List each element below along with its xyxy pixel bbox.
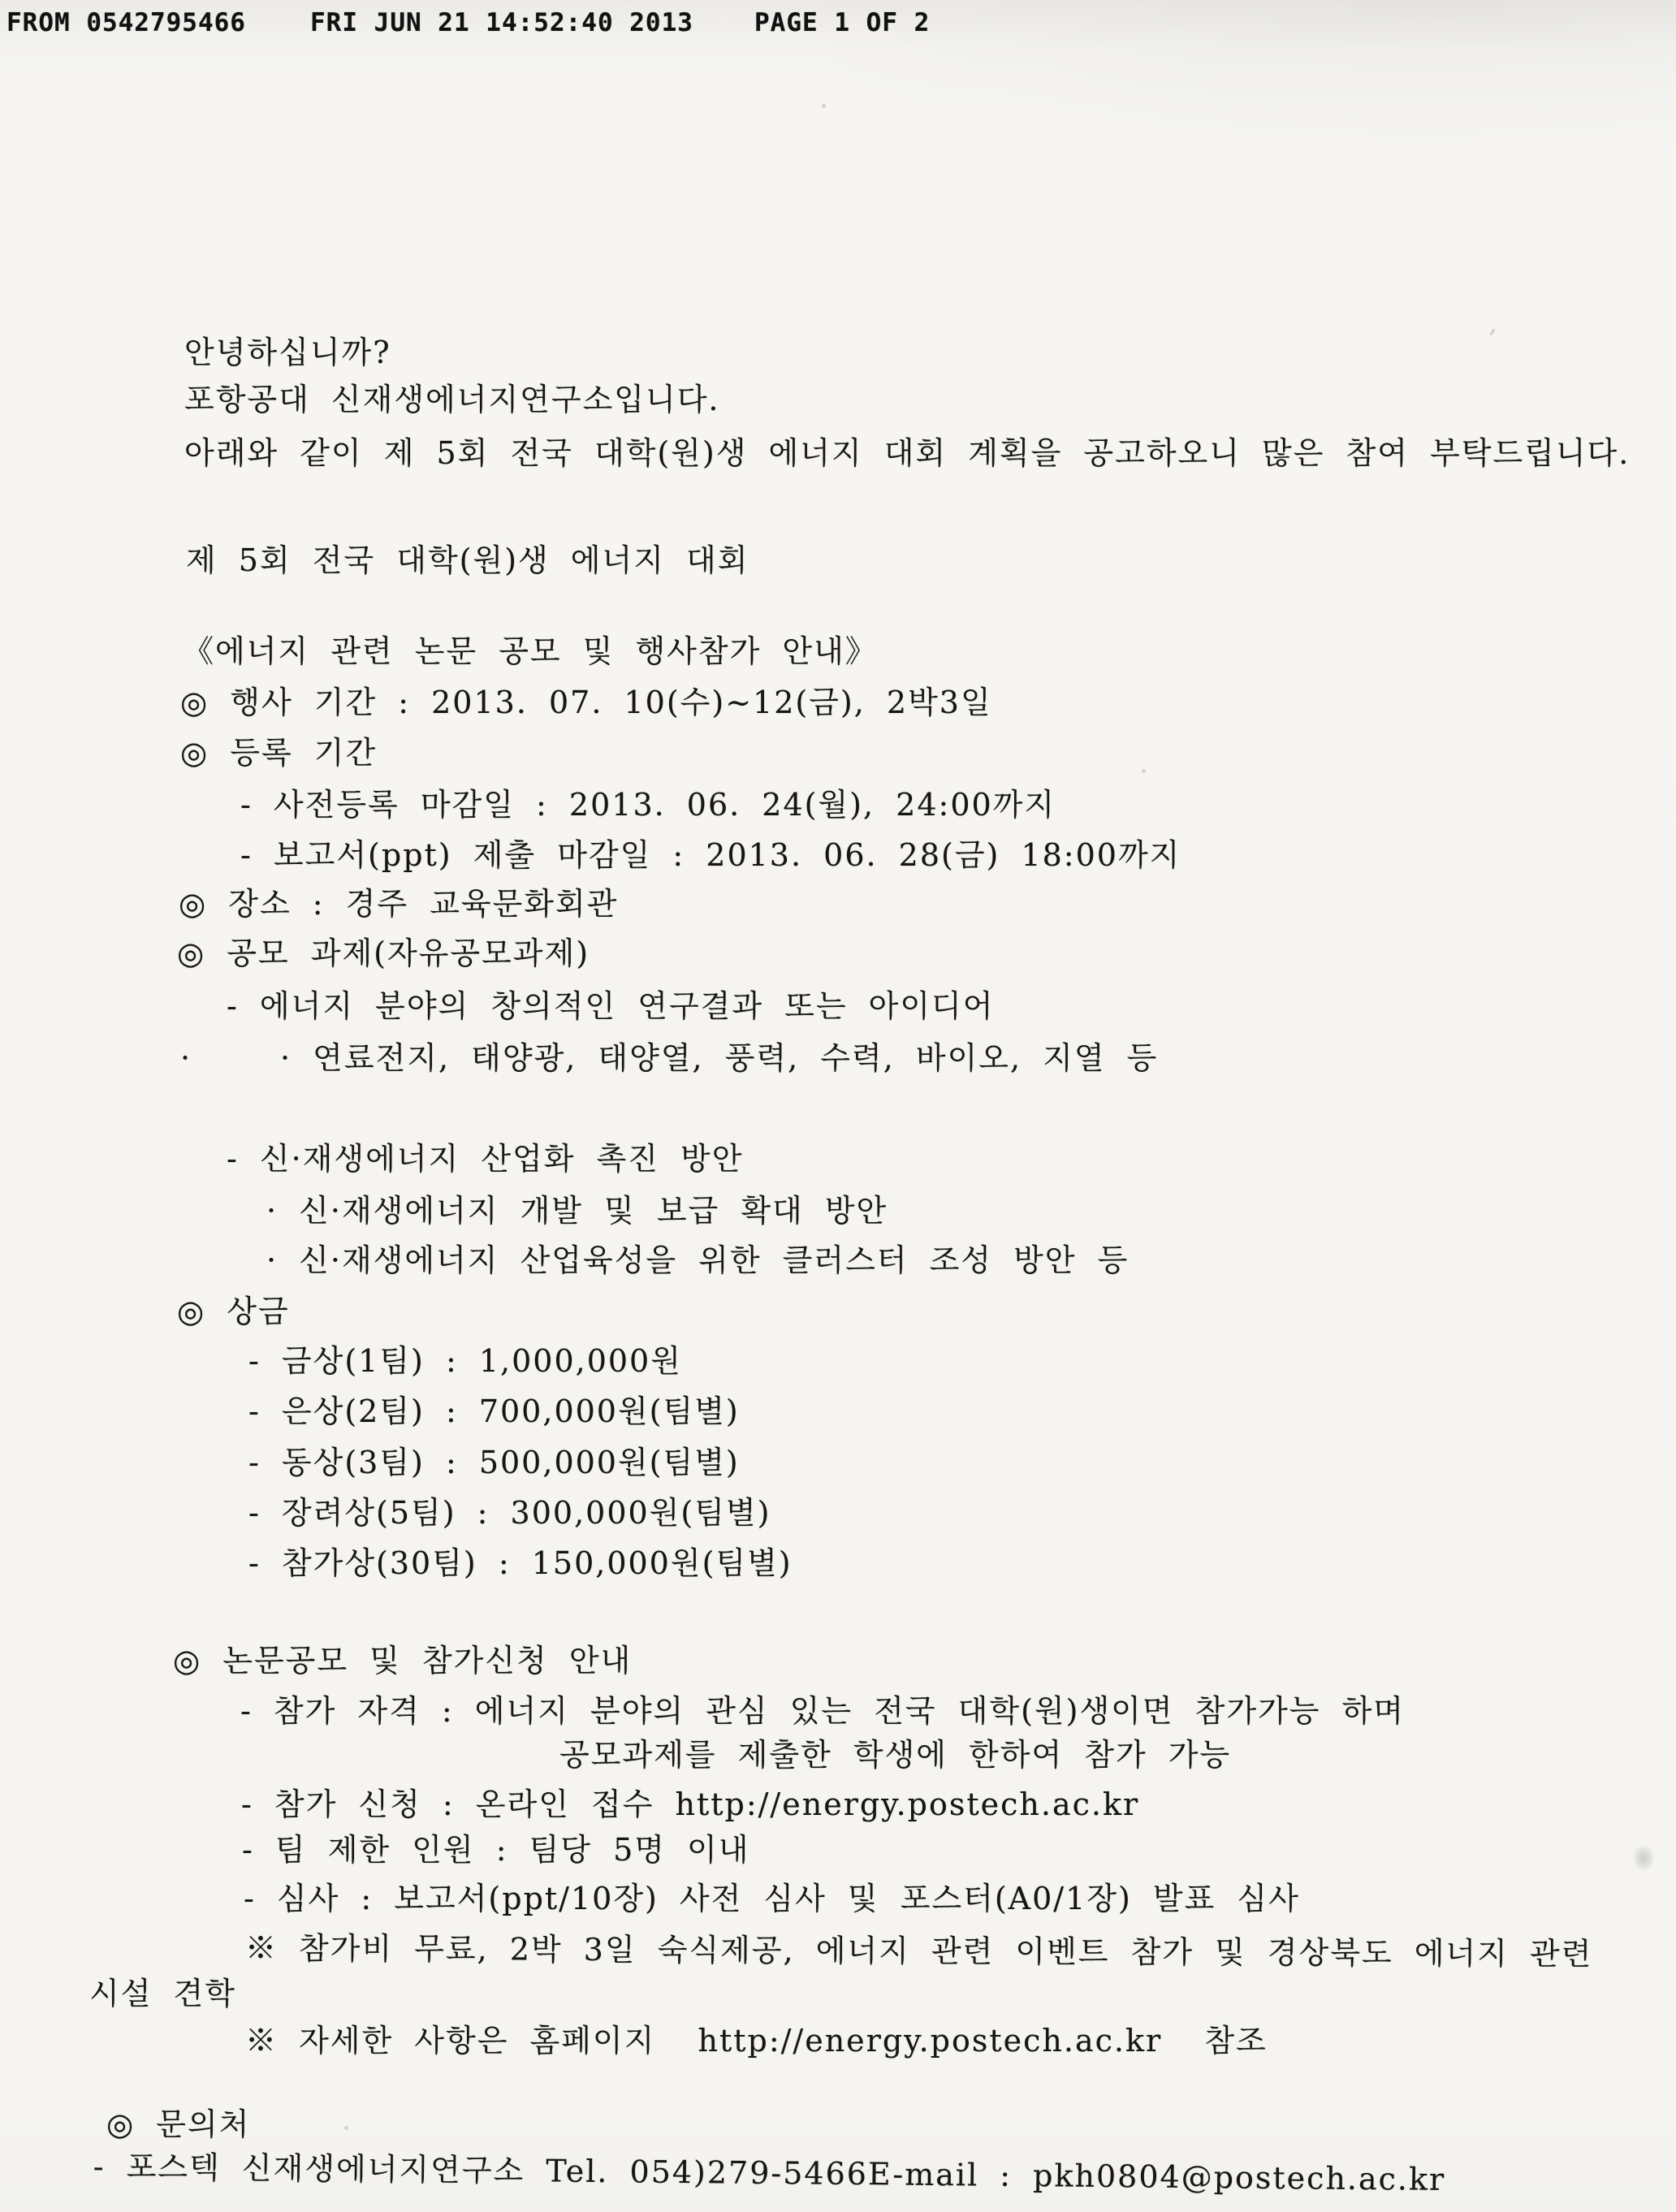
scan-speckle (344, 2126, 348, 2130)
eligibility-line-2: 공모과제를 제출한 학생에 한하여 참가 가능 (559, 1737, 1232, 1773)
report-deadline: - 보고서(ppt) 제출 마감일 : 2013. 06. 28(금) 18:00까지 (240, 837, 1181, 873)
note-free-line-1: ※ 참가비 무료, 2박 3일 숙식제공, 에너지 관련 이벤트 참가 및 경상북도 에너지 관련 (244, 1930, 1593, 1972)
contest-tasks-heading: ◎ 공모 과제(자유공모과제) (177, 935, 590, 971)
greeting-line-2: 포항공대 신재생에너지연구소입니다. (184, 382, 720, 417)
fax-header (0, 5, 1676, 44)
greeting-line-3: 아래와 같이 제 5회 전국 대학(원)생 에너지 대회 계획을 공고하오니 많은 참여 부탁드립니다. (184, 435, 1631, 471)
scan-speckle (1488, 328, 1496, 336)
eligibility-line-1: - 참가 자격 : 에너지 분야의 관심 있는 전국 대학(원)생이면 참가가능 하며 (240, 1693, 1405, 1729)
prize-participation: - 참가상(30팀) : 150,000원(팀별) (248, 1545, 793, 1581)
prize-gold: - 금상(1팀) : 1,000,000원 (248, 1343, 682, 1379)
event-period: ◎ 행사 기간 : 2013. 07. 10(수)~12(금), 2박3일 (180, 685, 992, 720)
scan-smudge-artifact (1629, 1840, 1658, 1876)
application-method: - 참가 신청 : 온라인 접수 http://energy.postech.ac.kr (241, 1786, 1140, 1822)
fax-header-from-number: FROM 0542795466 (6, 8, 246, 37)
task-industrialization: - 신·재생에너지 산업화 촉진 방안 (227, 1141, 744, 1177)
fax-header-datetime: FRI JUN 21 14:52:40 2013 (310, 8, 693, 37)
contact-heading: ◎ 문의처 (106, 2106, 251, 2142)
notice-heading: 《에너지 관련 논문 공모 및 행사참가 안내》 (183, 633, 878, 669)
application-heading: ◎ 논문공모 및 참가신청 안내 (173, 1643, 633, 1678)
task-sub-development: · 신·재생에너지 개발 및 보급 확대 방안 (266, 1193, 888, 1229)
registration-heading: ◎ 등록 기간 (180, 735, 378, 771)
task-free-topic: - 에너지 분야의 창의적인 연구결과 또는 아이디어 (227, 988, 995, 1024)
task-fields: · 연료전지, 태양광, 태양열, 풍력, 수력, 바이오, 지열 등 (280, 1040, 1159, 1076)
pre-registration-deadline: - 사전등록 마감일 : 2013. 06. 24(월), 24:00까지 (240, 787, 1056, 823)
prize-bronze: - 동상(3팀) : 500,000원(팀별) (248, 1445, 740, 1480)
venue: ◎ 장소 : 경주 교육문화회관 (179, 886, 619, 922)
stray-bullet-mark: · (180, 1040, 192, 1076)
contact-info: - 포스텍 신재생에너지연구소 Tel. 054)279-5466E-mail : pkh0804@postech.ac.kr (93, 2149, 1446, 2197)
note-homepage: ※ 자세한 사항은 홈페이지 http://energy.postech.ac.kr 참조 (245, 2023, 1268, 2059)
scan-speckle (822, 104, 826, 108)
scan-speckle (1142, 769, 1146, 773)
team-limit: - 팀 제한 인원 : 팀당 5명 이내 (242, 1832, 750, 1868)
prizes-heading: ◎ 상금 (177, 1294, 290, 1329)
prize-encouragement: - 장려상(5팀) : 300,000원(팀별) (248, 1495, 771, 1531)
greeting-line-1: 안녕하십니까? (184, 335, 391, 370)
fax-header-page-count: PAGE 1 OF 2 (754, 8, 931, 37)
task-sub-cluster: · 신·재생에너지 산업육성을 위한 클러스터 조성 방안 등 (266, 1242, 1130, 1278)
prize-silver: - 은상(2팀) : 700,000원(팀별) (248, 1393, 740, 1429)
note-free-line-2: 시설 견학 (89, 1976, 236, 2011)
event-title: 제 5회 전국 대학(원)생 에너지 대회 (186, 542, 749, 578)
judging: - 심사 : 보고서(ppt/10장) 사전 심사 및 포스터(A0/1장) 발표 심사 (244, 1881, 1300, 1916)
